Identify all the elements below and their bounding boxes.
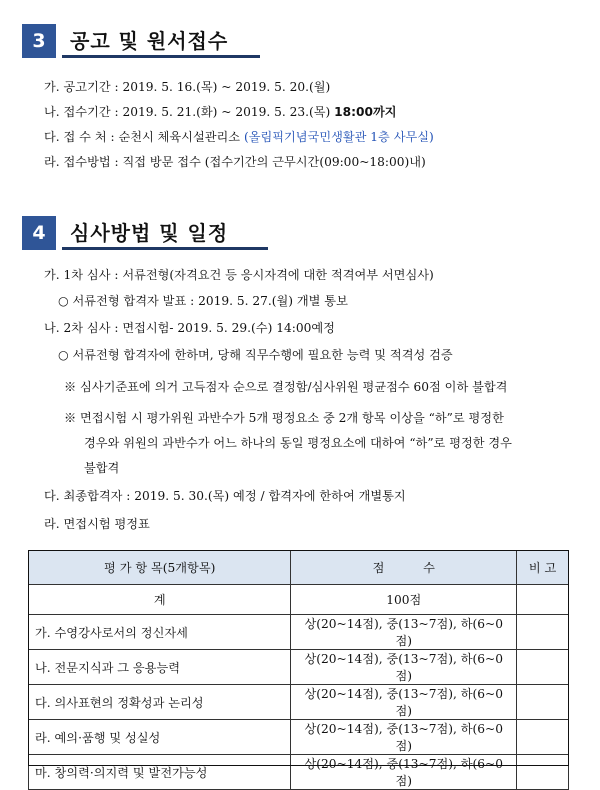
- row-score: 상(20~14점), 중(13~7점), 하(6~0점): [291, 755, 517, 790]
- s4-line-1: 가. 1차 심사 : 서류전형(자격요건 등 응시자격에 대한 적격여부 서면심사): [44, 268, 434, 282]
- s4-line-10: 라. 면접시험 평정표: [44, 517, 150, 531]
- table-row: [29, 615, 569, 650]
- row-note: [517, 615, 569, 650]
- section-3-underline: [62, 55, 260, 58]
- s3-line-b-text: 나. 접수기간 : 2019. 5. 21.(화) ~ 2019. 5. 23.(목): [44, 105, 335, 119]
- row-note: [517, 720, 569, 755]
- s4-line-9: 다. 최종합격자 : 2019. 5. 30.(목) 예정 / 합격자에 한하여 개별통지: [44, 489, 406, 503]
- row-score: 상(20~14점), 중(13~7점), 하(6~0점): [291, 720, 517, 755]
- row-score: 상(20~14점), 중(13~7점), 하(6~0점): [291, 615, 517, 650]
- s3-line-d: [44, 154, 426, 170]
- row-note: [517, 650, 569, 685]
- s4-line-6: ※ 면접시험 시 평가위원 과반수가 5개 평정요소 중 2개 항목 이상을 “하”로 평정한: [64, 411, 504, 425]
- s4-line-7: 경우와 위원의 과반수가 어느 하나의 동일 평정요소에 대하여 “하”로 평정한 경우: [84, 436, 512, 450]
- table-header-row: [29, 551, 569, 585]
- row-item: 마. 창의력·의지력 및 발전가능성: [29, 755, 291, 790]
- s3-line-b: [44, 104, 397, 120]
- table-row: [29, 720, 569, 755]
- s3-line-a: [44, 79, 330, 95]
- s4-line-8: 불합격: [84, 461, 120, 475]
- total-score: 100점: [291, 585, 517, 615]
- s3-line-c-location: (올림픽기념국민생활관 1층 사무실): [243, 130, 434, 144]
- table-row: [29, 685, 569, 720]
- section-4-title: 심사방법 및 일정: [70, 221, 229, 245]
- row-note: [517, 755, 569, 790]
- s4-line-4: ○ 서류전형 합격자에 한하며, 당해 직무수행에 필요한 능력 및 적격성 검증: [58, 348, 453, 362]
- header-score: 점 수: [291, 551, 517, 585]
- s3-line-c: [44, 129, 434, 145]
- row-item: 가. 수영강사로서의 정신자세: [29, 615, 291, 650]
- section-4-number: 4: [22, 216, 56, 250]
- table-total-row: [29, 585, 569, 615]
- total-label: 계: [29, 585, 291, 615]
- s3-line-c-text: 다. 접 수 처 : 순천시 체육시설관리소: [44, 130, 244, 144]
- table-row: [29, 650, 569, 685]
- row-item: 다. 의사표현의 정확성과 논리성: [29, 685, 291, 720]
- s4-line-5: ※ 심사기준표에 의거 고득점자 순으로 결정함/심사위원 평균점수 60점 이하 불합격: [64, 380, 508, 394]
- s3-line-a-text: 가. 공고기간 : 2019. 5. 16.(목) ~ 2019. 5. 20.(월): [44, 80, 331, 94]
- s3-line-b-deadline: 18:00까지: [334, 105, 397, 119]
- s4-line-3: 나. 2차 심사 : 면접시험- 2019. 5. 29.(수) 14:00예정: [44, 321, 335, 335]
- section-3-title: 공고 및 원서접수: [70, 29, 229, 53]
- section-4-underline: [62, 247, 268, 250]
- total-note: [517, 585, 569, 615]
- row-item: 라. 예의·품행 및 성실성: [29, 720, 291, 755]
- section-3-number: 3: [22, 24, 56, 58]
- row-score: 상(20~14점), 중(13~7점), 하(6~0점): [291, 650, 517, 685]
- evaluation-table: [28, 550, 569, 790]
- row-score: 상(20~14점), 중(13~7점), 하(6~0점): [291, 685, 517, 720]
- row-note: [517, 685, 569, 720]
- row-item: 나. 전문지식과 그 응용능력: [29, 650, 291, 685]
- table-row: [29, 755, 569, 790]
- s3-line-d-text: 라. 접수방법 : 직접 방문 접수 (접수기간의 근무시간(09:00~18:00)내): [44, 155, 426, 169]
- header-item: 평 가 항 목(5개항목): [29, 551, 291, 585]
- header-note: 비 고: [517, 551, 569, 585]
- s4-line-2: ○ 서류전형 합격자 발표 : 2019. 5. 27.(월) 개별 통보: [58, 294, 348, 308]
